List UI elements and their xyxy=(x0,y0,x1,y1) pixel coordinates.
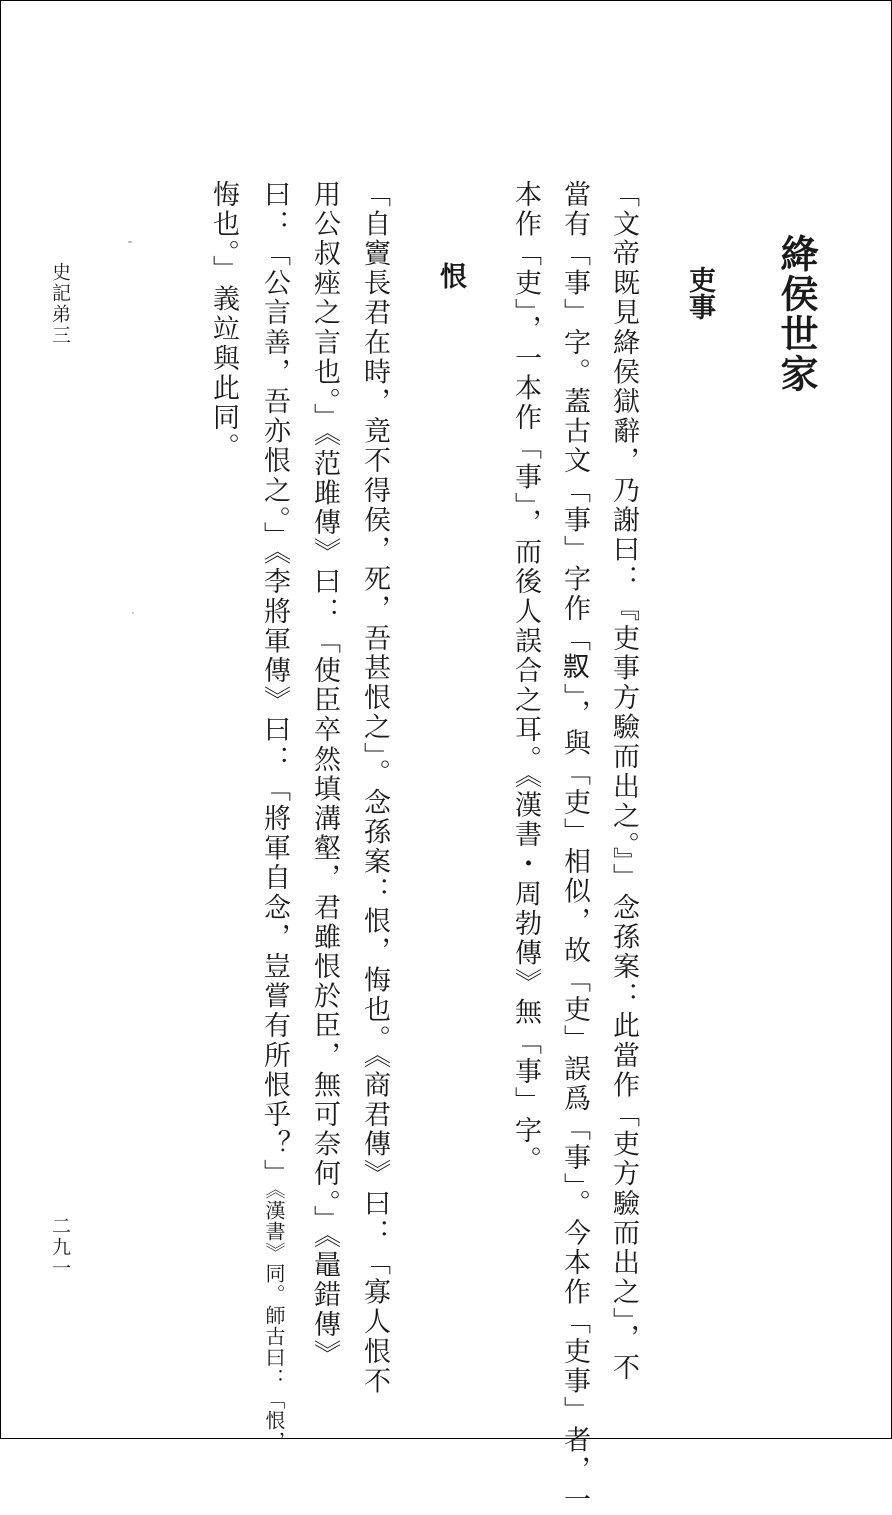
body-line-2: 當有「事」字。蓋古文「事」字作「𠭥」，與「吏」相似，故「吏」誤爲「事」。今本作「吏事」者，一 xyxy=(559,180,590,1515)
body-line-5: 用公叔痤之言也。」《范雎傳》曰：「使臣卒然填溝壑，君雖恨於臣，無可奈何。」《鼂錯傳》 xyxy=(309,180,340,1370)
body-line-1: 「文帝既見絳侯獄辭，乃謝曰：『吏事方驗而出之。』」念孫案：此當作「吏方驗而出之」，不 xyxy=(608,180,639,1383)
body-line-6-text: 曰：「公言善，吾亦恨之。」《李將軍傳》曰：「將軍自念，豈嘗有所恨乎？」 xyxy=(259,180,290,1189)
book-label: 史記弟三 xyxy=(49,262,71,346)
chapter-title: 絳侯世家 xyxy=(774,234,819,394)
body-line-3: 本作「吏」，一本作「事」，而後人誤合之耳。《漢書・周勃傳》無「事」字。 xyxy=(510,180,541,1176)
print-speck xyxy=(128,241,132,243)
section-heading-hen: 恨 xyxy=(435,262,466,289)
body-line-7: 悔也。」義竝與此同。 xyxy=(208,180,239,463)
section-heading-li-shi: 吏事 xyxy=(684,266,715,320)
print-speck xyxy=(132,612,134,614)
small-note: 《漢書》同。師古曰：「恨， xyxy=(262,1189,286,1452)
page-number: 二九一 xyxy=(49,1216,71,1279)
body-line-4: 「自竇長君在時，竟不得侯，死，吾甚恨之」。念孫案：恨，悔也。《商君傳》曰：「寡人恨不 xyxy=(359,180,390,1397)
body-line-6 xyxy=(261,180,288,1452)
